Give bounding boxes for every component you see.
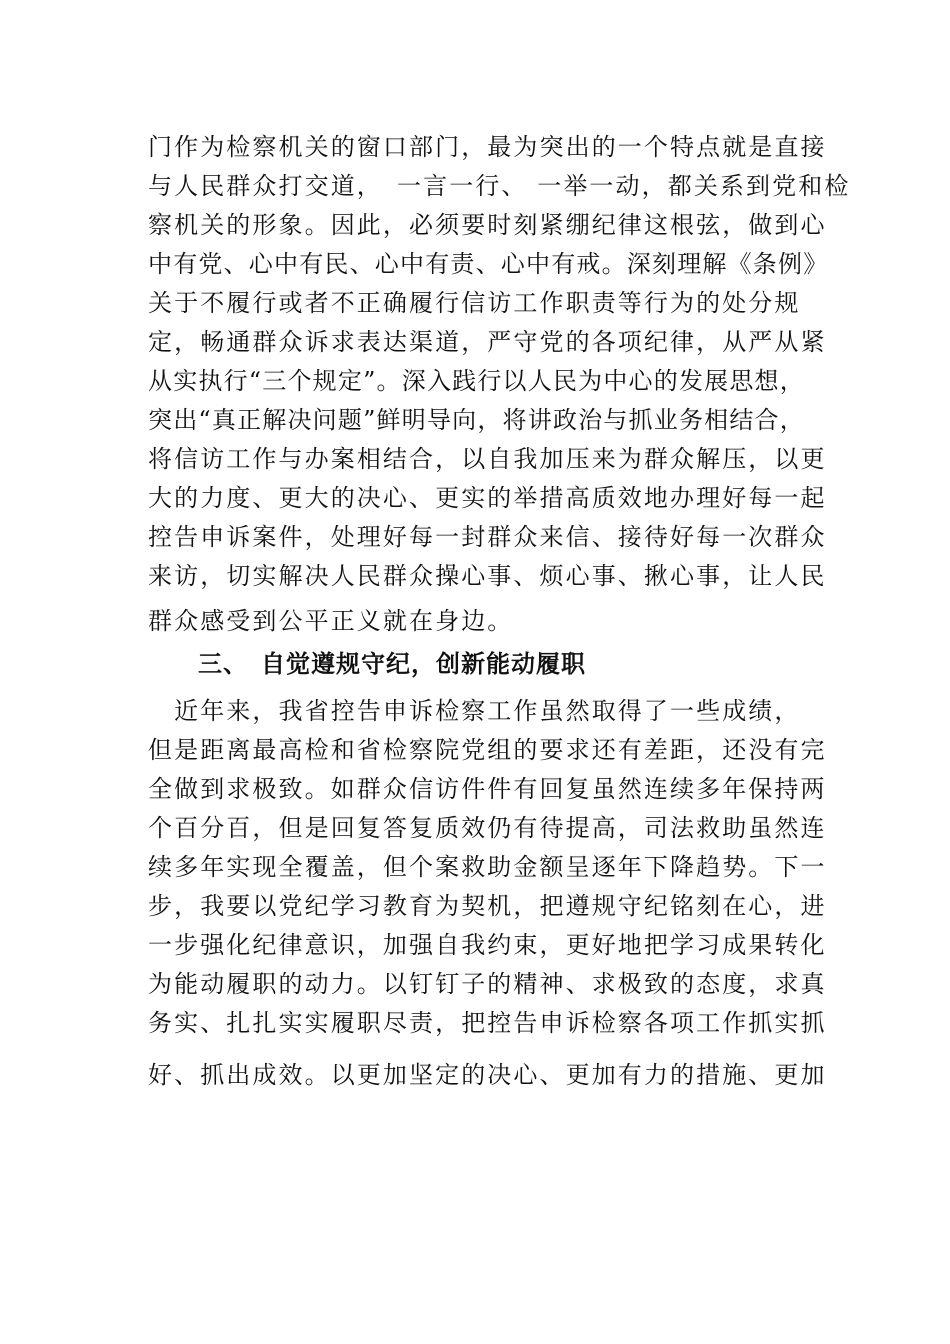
paragraph-line: 控告申诉案件，处理好每一封群众来信、接待好每一次群众 xyxy=(148,523,827,551)
paragraph-line: 一步强化纪律意识，加强自我约束，更好地把学习成果转化 xyxy=(148,931,827,959)
paragraph-line: 与人民群众打交道， 一言一行、 一举一动，都关系到党和检 xyxy=(148,172,851,200)
paragraph-line: 全做到求极致。如群众信访件件有回复虽然连续多年保持两 xyxy=(148,775,827,803)
paragraph-line: 来访，切实解决人民群众操心事、烦心事、揪心事，让人民 xyxy=(148,562,827,590)
section-heading: 三、 自觉遵规守纪，创新能动履职 xyxy=(198,650,586,678)
paragraph-line: 个百分百，但是回复答复质效仍有待提高，司法救助虽然连 xyxy=(148,814,827,842)
paragraph-line: 大的力度、更大的决心、更实的举措高质效地办理好每一起 xyxy=(148,484,827,512)
paragraph-line: 群众感受到公平正义就在身边。 xyxy=(148,607,514,635)
paragraph-line: 突出“真正解决问题”鲜明导向，将讲政治与抓业务相结合， xyxy=(148,406,805,434)
paragraph-line: 但是距离最高检和省检察院党组的要求还有差距，还没有完 xyxy=(148,736,827,764)
paragraph-line: 关于不履行或者不正确履行信访工作职责等行为的处分规 xyxy=(148,289,801,317)
paragraph-line: 从实执行“三个规定”。深入践行以人民为中心的发展思想， xyxy=(148,367,805,395)
paragraph-line: 为能动履职的动力。以钉钉子的精神、求极致的态度，求真 xyxy=(148,970,827,998)
paragraph-line: 门作为检察机关的窗口部门，最为突出的一个特点就是直接 xyxy=(148,133,827,161)
paragraph-line: 定，畅通群众诉求表达渠道，严守党的各项纪律，从严从紧 xyxy=(148,328,827,356)
paragraph-line: 近年来，我省控告申诉检察工作虽然取得了一些成绩， xyxy=(148,697,801,725)
paragraph-line: 察机关的形象。因此，必须要时刻紧绷纪律这根弦，做到心 xyxy=(148,211,827,239)
paragraph-line: 中有党、心中有民、心中有责、心中有戒。深刻理解《条例》 xyxy=(148,250,829,278)
paragraph-line: 步，我要以党纪学习教育为契机，把遵规守纪铭刻在心，进 xyxy=(148,892,827,920)
paragraph-line: 好、抓出成效。以更加坚定的决心、更加有力的措施、更加 xyxy=(148,1061,827,1089)
paragraph-line: 将信访工作与办案相结合，以自我加压来为群众解压，以更 xyxy=(148,445,827,473)
paragraph-line: 务实、扎扎实实履职尽责，把控告申诉检察各项工作抓实抓 xyxy=(148,1009,827,1037)
paragraph-line: 续多年实现全覆盖，但个案救助金额呈逐年下降趋势。下一 xyxy=(148,853,827,881)
